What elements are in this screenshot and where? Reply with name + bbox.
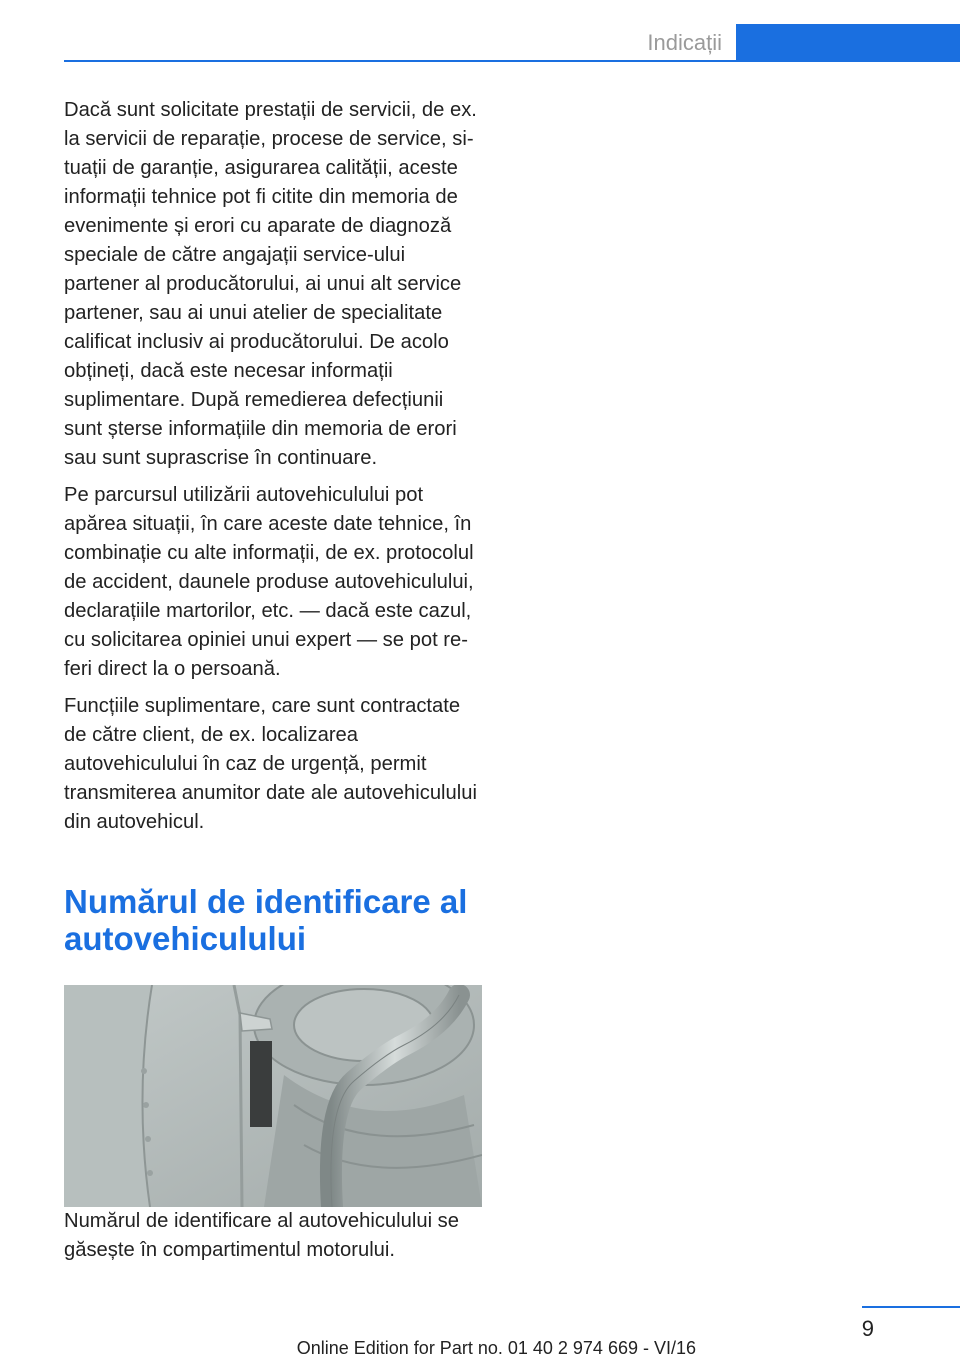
engine-compartment-drawing [64, 985, 482, 1207]
header-accent-block [736, 24, 960, 62]
section-heading: Numărul de identificare al autovehiculului [64, 883, 468, 957]
figure-caption: Numărul de identificare al autovehiculului se găsește în compartimentul motorului. [64, 1210, 459, 1261]
paragraph-additional-functions: Funcțiile suplimentare, care sunt contractate de către client, de ex. localizarea autovehiculului în caz de urgență, permit transmiterea anumitor date ale autovehiculului din autovehicul. [64, 695, 477, 833]
edition-footer: Online Edition for Part no. 01 40 2 974 669 - VI/16 [296, 1338, 696, 1358]
footer-rule [862, 1306, 960, 1308]
chapter-title: Indicații [647, 30, 722, 55]
vin-plate-marker [250, 1041, 272, 1127]
vin-location-illustration [64, 985, 482, 1207]
main-column [64, 96, 482, 1273]
page-number: 9 [861, 1316, 874, 1341]
paragraph-service-data: Dacă sunt solicitate prestații de servicii, de ex. la servicii de reparație, procese de service, situații de garanție, asigurarea calității, aceste informații tehnice pot fi citite din memoria de evenimente și erori cu aparate de diagnoză speciale de către angajații service-ului partener al producătorului, ai unui alt service partener, sau ai unui atelier de specialitate calificat inclusiv ai producătorului. De acolo obțineți, dacă este necesar informații suplimentare. După remedierea defecțiunii sunt șterse informațiile din memoria de erori sau sunt suprascrise în continuare. [64, 99, 477, 469]
paragraph-accident-data: Pe parcursul utilizării autovehiculului pot apărea situații, în care aceste date tehnice, în combinație cu alte informații, de ex. protocolul de accident, daunele produse autovehiculului, declarațiile martorilor, etc. — dacă este cazul, cu solicitarea opiniei unui expert — se pot referi direct la o persoană. [64, 484, 474, 680]
